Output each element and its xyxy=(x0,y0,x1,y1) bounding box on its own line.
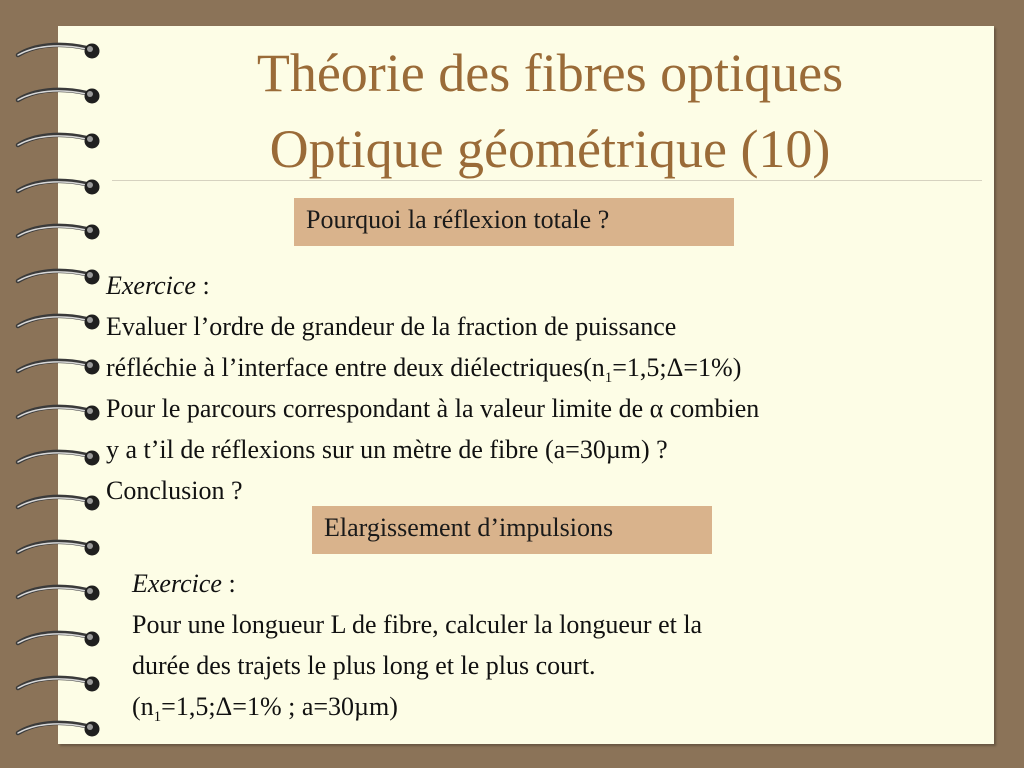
title-divider xyxy=(112,180,982,181)
spiral-ring-icon xyxy=(14,537,104,559)
slide-title-line1: Théorie des fibres optiques xyxy=(256,43,844,103)
slide-title-line2: Optique géométrique (10) xyxy=(269,119,831,179)
spiral-ring-icon xyxy=(14,492,104,514)
exercise-1-line3: Pour le parcours correspondant à la valeur limite de α combien xyxy=(106,394,760,423)
exercise-2-line3 xyxy=(132,686,992,727)
section2-heading: Elargissement d’impulsions xyxy=(312,506,712,554)
exercise-1-line4: y a t’il de réflexions sur un mètre de fibre (a=30µm) ? xyxy=(106,435,668,464)
exercise-1-label xyxy=(106,265,986,306)
exercice-word: Exercice xyxy=(132,569,222,598)
spiral-ring-icon xyxy=(14,673,104,695)
section1-heading: Pourquoi la réflexion totale ? xyxy=(294,198,734,246)
exercise-2-label xyxy=(132,563,992,604)
spiral-ring-icon xyxy=(14,718,104,740)
exercice-colon: : xyxy=(221,569,236,598)
line3-text-a: (n xyxy=(132,692,154,721)
line3-text-b: =1,5;Δ=1% ; a=30µm) xyxy=(161,692,398,721)
spiral-ring-icon xyxy=(14,176,104,198)
spiral-ring-icon xyxy=(14,85,104,107)
spiral-ring-icon xyxy=(14,447,104,469)
exercise-2-line1: Pour une longueur L de fibre, calculer la longueur et la xyxy=(132,610,703,639)
line2-subscript: 1 xyxy=(604,370,613,387)
spiral-ring-icon xyxy=(14,582,104,604)
line3-subscript: 1 xyxy=(153,709,162,726)
spiral-ring-icon xyxy=(14,311,104,333)
exercise-1-line2 xyxy=(106,347,986,388)
exercise-2 xyxy=(132,563,992,727)
exercice-word: Exercice xyxy=(106,271,196,300)
exercice-colon: : xyxy=(195,271,210,300)
spiral-ring-icon xyxy=(14,130,104,152)
spiral-binding xyxy=(0,0,110,768)
spiral-ring-icon xyxy=(14,402,104,424)
exercise-1-line5: Conclusion ? xyxy=(106,476,243,505)
spiral-ring-icon xyxy=(14,628,104,650)
spiral-ring-icon xyxy=(14,356,104,378)
spiral-ring-icon xyxy=(14,40,104,62)
line2-text-b: =1,5;Δ=1%) xyxy=(612,353,742,382)
exercise-1-line1: Evaluer l’ordre de grandeur de la fraction de puissance xyxy=(106,312,677,341)
exercise-2-line2: durée des trajets le plus long et le plus court. xyxy=(132,651,596,680)
spiral-ring-icon xyxy=(14,221,104,243)
exercise-1 xyxy=(106,265,986,511)
spiral-ring-icon xyxy=(14,266,104,288)
line2-text-a: réfléchie à l’interface entre deux diélectriques(n xyxy=(106,353,605,382)
